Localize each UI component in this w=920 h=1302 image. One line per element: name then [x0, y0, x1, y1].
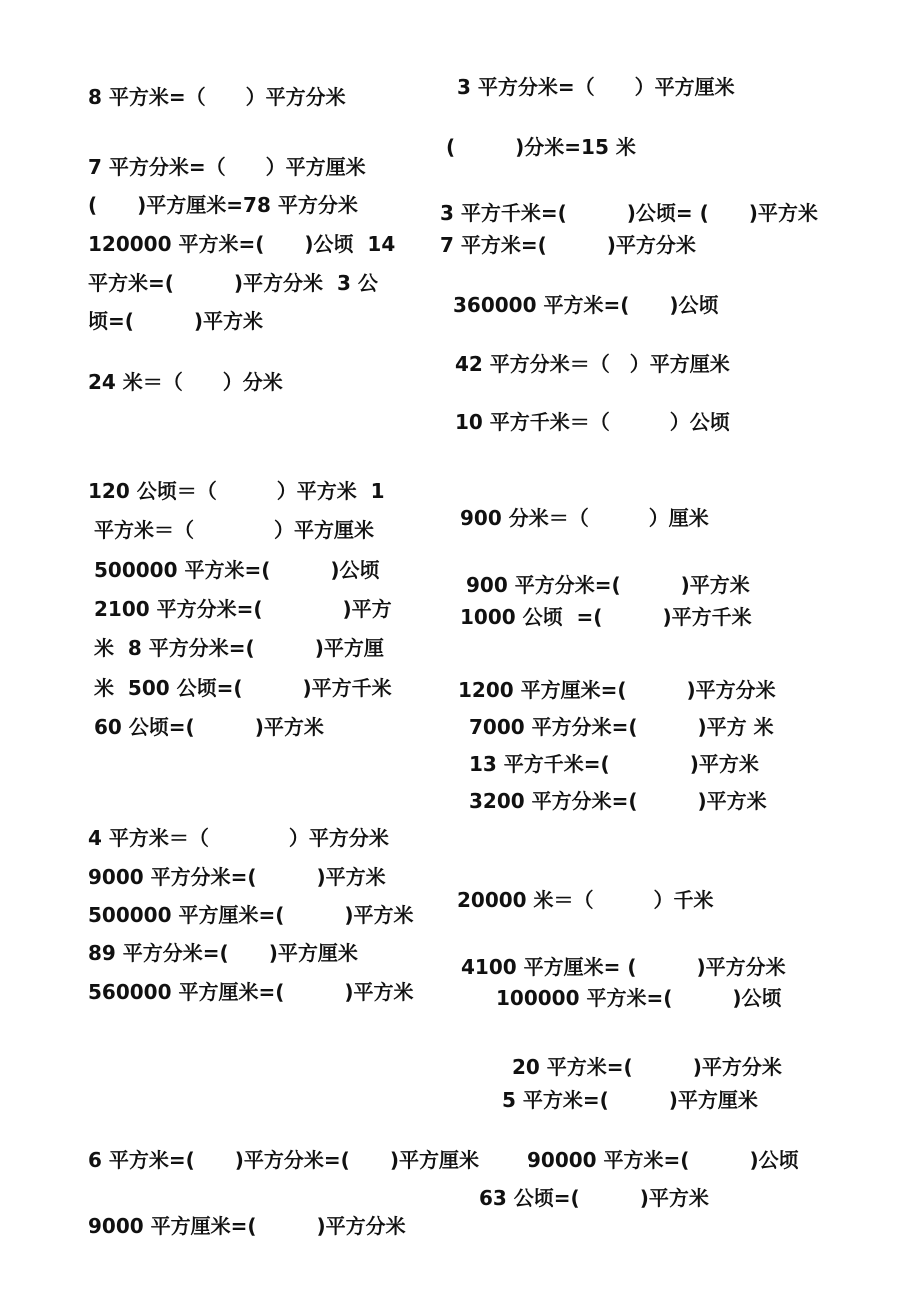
exercise-line: 560000 平方厘米=( )平方米: [88, 980, 414, 1004]
exercise-line: 7000 平方分米=( )平方 米: [469, 715, 774, 739]
exercise-line: 13 平方千米=( )平方米: [469, 752, 759, 776]
exercise-line: 900 分米＝（ ）厘米: [460, 506, 709, 530]
exercise-line: 900 平方分米=( )平方米: [466, 573, 750, 597]
exercise-line: 7 平方分米=（ ）平方厘米: [88, 155, 366, 179]
exercise-line: 3 平方分米=（ ）平方厘米: [457, 75, 735, 99]
exercise-line: 120 公顷＝（ ）平方米 1: [88, 479, 385, 503]
exercise-line: 9000 平方分米=( )平方米: [88, 865, 386, 889]
exercise-line: ( )平方厘米=78 平方分米: [88, 193, 358, 217]
exercise-line: 20000 米＝（ ）千米: [457, 888, 714, 912]
exercise-line: 42 平方分米＝（ ）平方厘米: [455, 352, 730, 376]
exercise-line: 1200 平方厘米=( )平方分米: [458, 678, 776, 702]
exercise-line: 10 平方千米＝（ ）公顷: [455, 410, 730, 434]
exercise-line: 6 平方米=( )平方分米=( )平方厘米: [88, 1148, 479, 1172]
exercise-line: 4100 平方厘米= ( )平方分米: [461, 955, 786, 979]
exercise-line: 20 平方米=( )平方分米: [512, 1055, 782, 1079]
exercise-line: 500000 平方米=( )公顷: [94, 558, 380, 582]
exercise-line: 24 米＝（ ）分米: [88, 370, 283, 394]
exercise-line: 500000 平方厘米=( )平方米: [88, 903, 414, 927]
exercise-line: 120000 平方米=( )公顷 14: [88, 232, 396, 256]
exercise-line: 89 平方分米=( )平方厘米: [88, 941, 358, 965]
exercise-line: 3200 平方分米=( )平方米: [469, 789, 767, 813]
exercise-line: 1000 公顷 =( )平方千米: [460, 605, 752, 629]
exercise-line: 2100 平方分米=( )平方: [94, 597, 392, 621]
exercise-line: 9000 平方厘米=( )平方分米: [88, 1214, 406, 1238]
exercise-line: 顷=( )平方米: [88, 309, 264, 333]
exercise-line: 360000 平方米=( )公顷: [453, 293, 719, 317]
exercise-line: 7 平方米=( )平方分米: [440, 233, 696, 257]
exercise-line: 100000 平方米=( )公顷: [496, 986, 782, 1010]
exercise-line: 60 公顷=( )平方米: [94, 715, 324, 739]
exercise-line: 米 500 公顷=( )平方千米: [94, 676, 392, 700]
exercise-line: 3 平方千米=( )公顷= ( )平方米: [440, 201, 818, 225]
exercise-line: 4 平方米＝（ ）平方分米: [88, 826, 389, 850]
exercise-line: 平方米=( )平方分米 3 公: [88, 271, 378, 295]
exercise-line: 5 平方米=( )平方厘米: [502, 1088, 758, 1112]
exercise-line: 平方米＝（ ）平方厘米: [94, 518, 374, 542]
exercise-line: 8 平方米=（ ）平方分米: [88, 85, 346, 109]
exercise-line: 米 8 平方分米=( )平方厘: [94, 636, 384, 660]
exercise-line: ( )分米=15 米: [446, 135, 636, 159]
exercise-line: 63 公顷=( )平方米: [479, 1186, 709, 1210]
exercise-line: 90000 平方米=( )公顷: [527, 1148, 799, 1172]
